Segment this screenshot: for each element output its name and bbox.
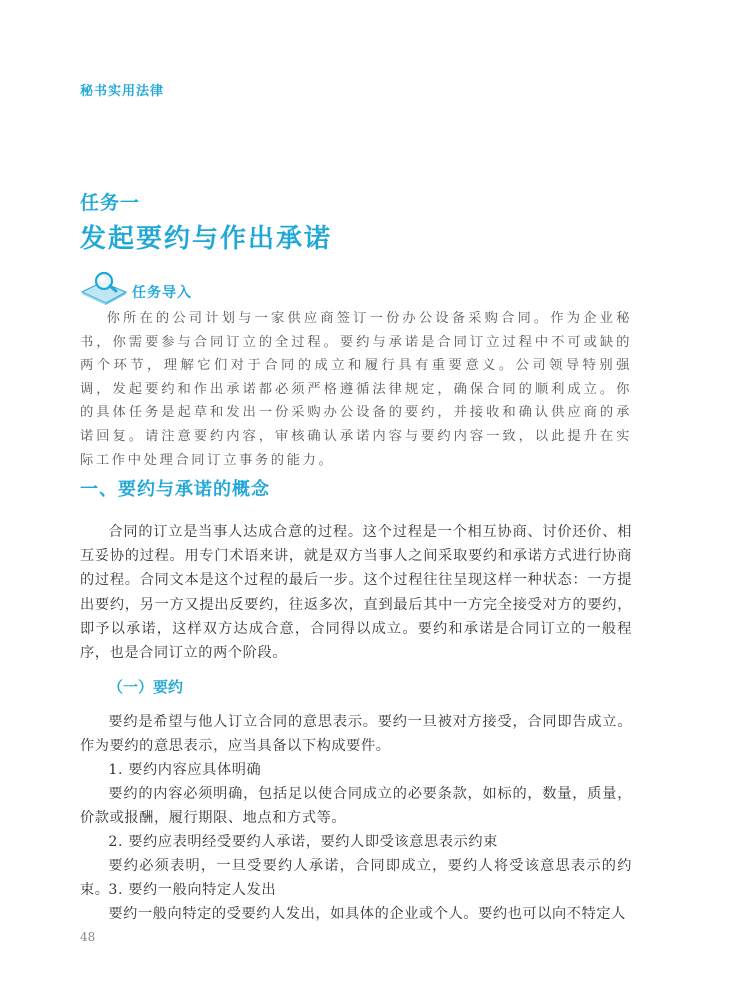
- list-item-heading: 2. 要约应表明经受要约人承诺，要约人即受该意思表示约束: [108, 834, 498, 850]
- task-title: 发起要约与作出承诺: [80, 224, 333, 254]
- intro-heading-label: 任务导入: [132, 285, 192, 301]
- running-head: 秘书实用法律: [80, 84, 165, 99]
- body-paragraph: 要约一般向特定的受要约人发出，如具体的企业或个人。要约也可以向不特定人: [108, 906, 626, 922]
- subsection-heading: （一）要约: [108, 678, 184, 696]
- intro-heading: [80, 270, 280, 306]
- body-paragraph: 要约必须表明，一旦受要约人承诺，合同即成立，要约人将受该意思表示的约束。: [80, 858, 632, 899]
- task-label: 任务一: [80, 192, 141, 214]
- page-number: 48: [80, 930, 96, 944]
- magnifier-on-book-icon: [80, 270, 128, 306]
- list-item-heading: 3. 要约一般向特定人发出: [108, 882, 277, 898]
- body-paragraph: 合同的订立是当事人达成合意的过程。这个过程是一个相互协商、讨价还价、相互妥协的过程。用专门术语来讲，就是双方当事人之间采取要约和承诺方式进行协商的过程。合同文本是这个过程的最后一步。这个过程往往呈现这样一种状态：一方提出要约，另一方又提出反要约，往返多次，直到最后其中一方完全接受对方的要约，即予以承诺，这样双方达成合意，合同得以成立。要约和承诺是合同订立的一般程序，也是合同订立的两个阶段。: [80, 524, 632, 662]
- section-heading: 一、要约与承诺的概念: [80, 479, 270, 500]
- intro-paragraph: 你所在的公司计划与一家供应商签订一份办公设备采购合同。作为企业秘书，你需要参与合同订立的全过程。要约与承诺是合同订立过程中不可或缺的两个环节，理解它们对于合同的成立和履行具有重要意义。公司领导特别强调，发起要约和作出承诺都必须严格遵循法律规定，确保合同的顺利成立。你的具体任务是起草和发出一份采购办公设备的要约，并接收和确认供应商的承诺回复。请注意要约内容，审核确认承诺内容与要约内容一致，以此提升在实际工作中处理合同订立事务的能力。: [80, 311, 632, 468]
- list-item-heading: 1. 要约内容应具体明确: [108, 762, 262, 778]
- body-paragraph: 要约的内容必须明确，包括足以使合同成立的必要条款，如标的，数量，质量，价款或报酬，履行期限、地点和方式等。: [80, 786, 632, 827]
- body-paragraph: 要约是希望与他人订立合同的意思表示。要约一旦被对方接受，合同即告成立。作为要约的意思表示，应当具备以下构成要件。: [80, 714, 632, 755]
